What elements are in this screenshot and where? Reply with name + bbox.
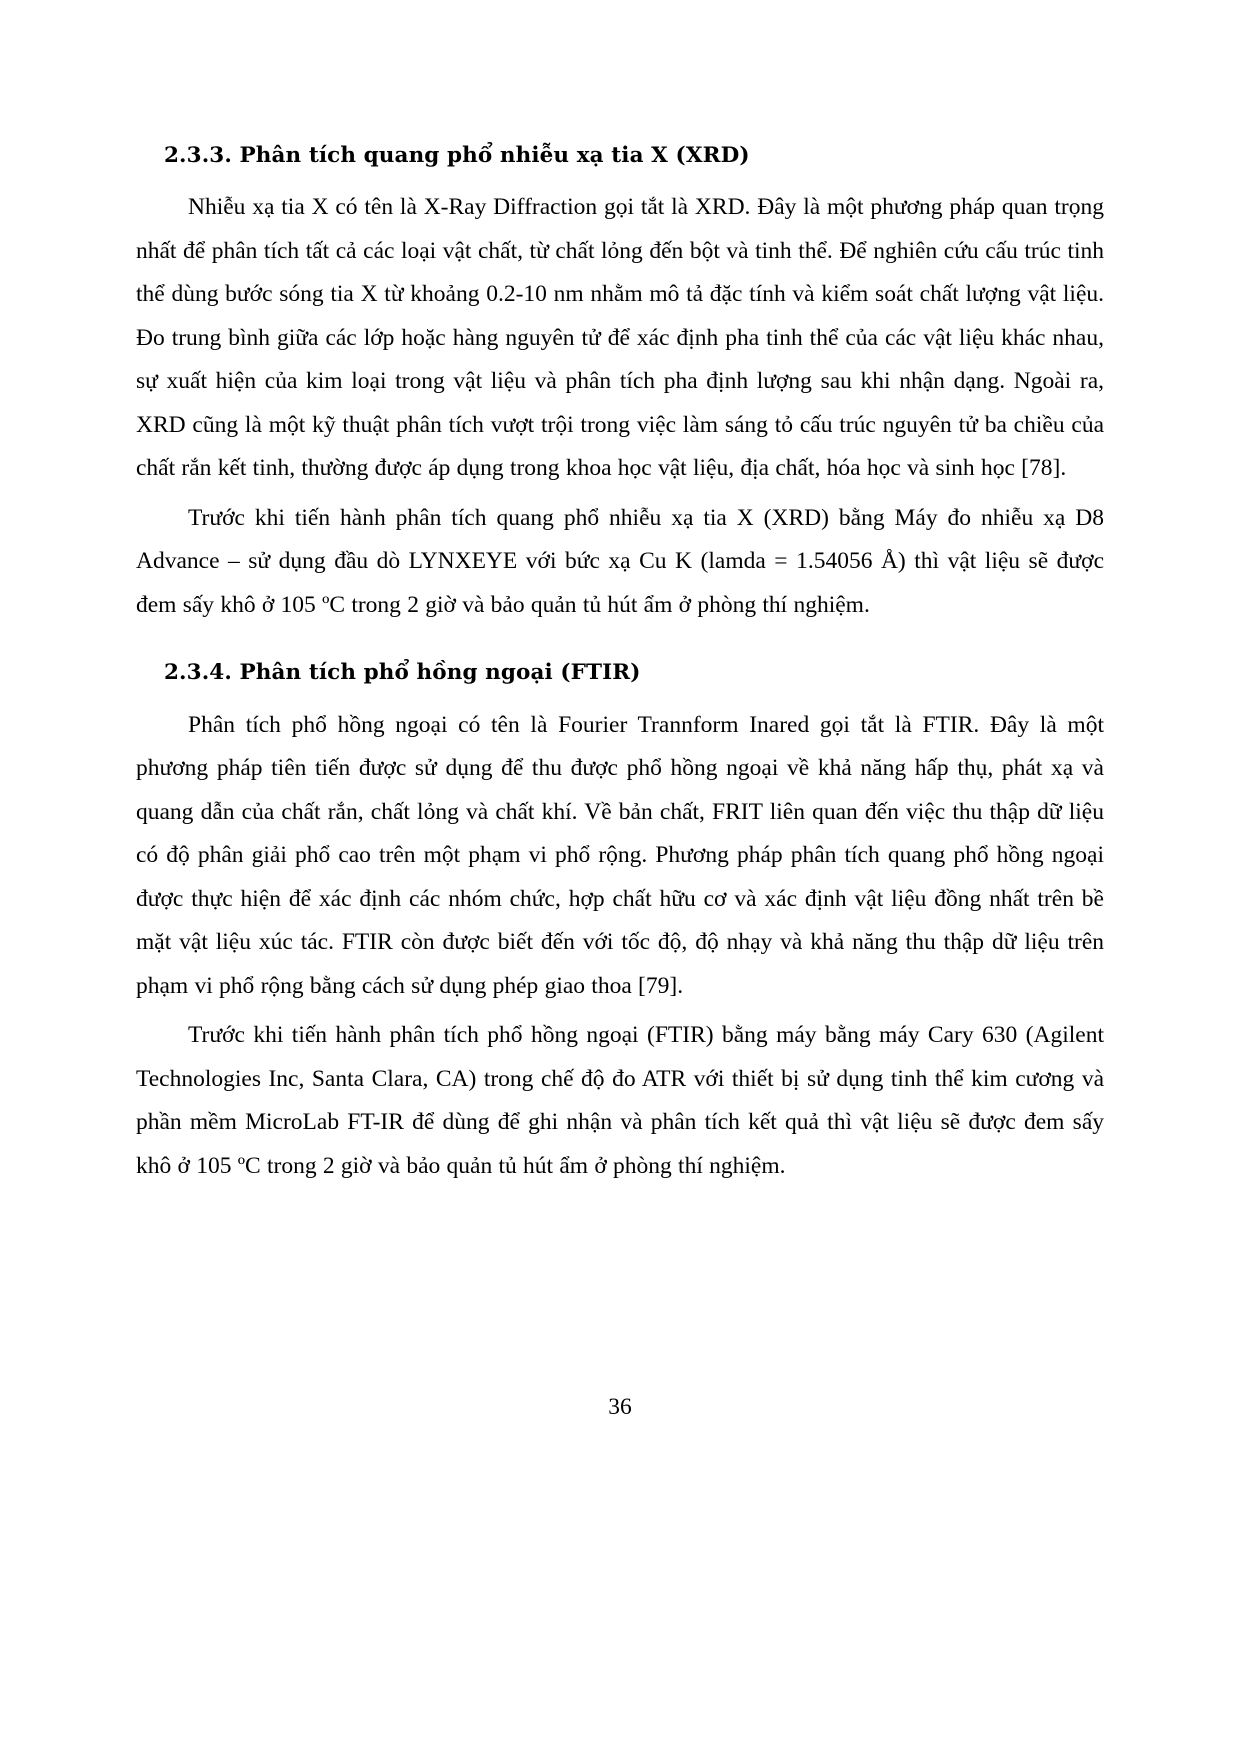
section-heading-ftir: 2.3.4. Phân tích phổ hồng ngoại (FTIR) xyxy=(164,660,641,686)
page-number: 36 xyxy=(608,1394,632,1420)
paragraph-ftir-procedure: Trước khi tiến hành phân tích phổ hồng ngoại (FTIR) bằng máy bằng máy Cary 630 (Agilent Technologies Inc, Santa Clara, CA) trong chế độ đo ATR với thiết bị sử dụng tinh thể kim cương và phần mềm MicroLab FT-IR để dùng để ghi nhận và phân tích kết quả thì vật liệu sẽ được đem sấy khô ở 105 ºC trong 2 giờ và bảo quản tủ hút ẩm ở phòng thí nghiệm. xyxy=(136,1022,1104,1179)
paragraph-ftir-overview: Phân tích phổ hồng ngoại có tên là Fourier Trannform Inared gọi tắt là FTIR. Đây là một phương pháp tiên tiến được sử dụng để thu được phổ hồng ngoại về khả năng hấp thụ, phát xạ và quang dẫn của chất rắn, chất lỏng và chất khí. Về bản chất, FRIT liên quan đến việc thu thập dữ liệu có độ phân giải phổ cao trên một phạm vi phổ rộng. Phương pháp phân tích quang phổ hồng ngoại được thực hiện để xác định các nhóm chức, hợp chất hữu cơ và xác định vật liệu đồng nhất trên bề mặt vật liệu xúc tác. FTIR còn được biết đến với tốc độ, độ nhạy và khả năng thu thập dữ liệu trên phạm vi phổ rộng bằng cách sử dụng phép giao thoa [79]. xyxy=(136,711,1104,999)
paragraph-xrd-procedure: Trước khi tiến hành phân tích quang phổ nhiễu xạ tia X (XRD) bằng Máy đo nhiễu xạ D8 Advance – sử dụng đầu dò LYNXEYE với bức xạ Cu K (lamda = 1.54056 Å) thì vật liệu sẽ được đem sấy khô ở 105 ºC trong 2 giờ và bảo quản tủ hút ẩm ở phòng thí nghiệm. xyxy=(136,504,1104,618)
section-block-xrd xyxy=(136,140,1104,172)
paragraph-xrd-overview: Nhiễu xạ tia X có tên là X-Ray Diffraction gọi tắt là XRD. Đây là một phương pháp quan trọng nhất để phân tích tất cả các loại vật chất, từ chất lỏng đến bột và tinh thể. Để nghiên cứu cấu trúc tinh thể dùng bước sóng tia X từ khoảng 0.2-10 nm nhằm mô tả đặc tính và kiểm soát chất lượng vật liệu. Đo trung bình giữa các lớp hoặc hàng nguyên tử để xác định pha tinh thể của các vật liệu khác nhau, sự xuất hiện của kim loại trong vật liệu và phân tích pha định lượng sau khi nhận dạng. Ngoài ra, XRD cũng là một kỹ thuật phân tích vượt trội trong việc làm sáng tỏ cấu trúc nguyên tử ba chiều của chất rắn kết tinh, thường được áp dụng trong khoa học vật liệu, địa chất, hóa học và sinh học [78]. xyxy=(136,194,1104,482)
page-content xyxy=(136,140,1104,1194)
section-block-ftir xyxy=(136,657,1104,689)
section-heading-xrd: 2.3.3. Phân tích quang phổ nhiễu xạ tia X (XRD) xyxy=(164,143,750,168)
